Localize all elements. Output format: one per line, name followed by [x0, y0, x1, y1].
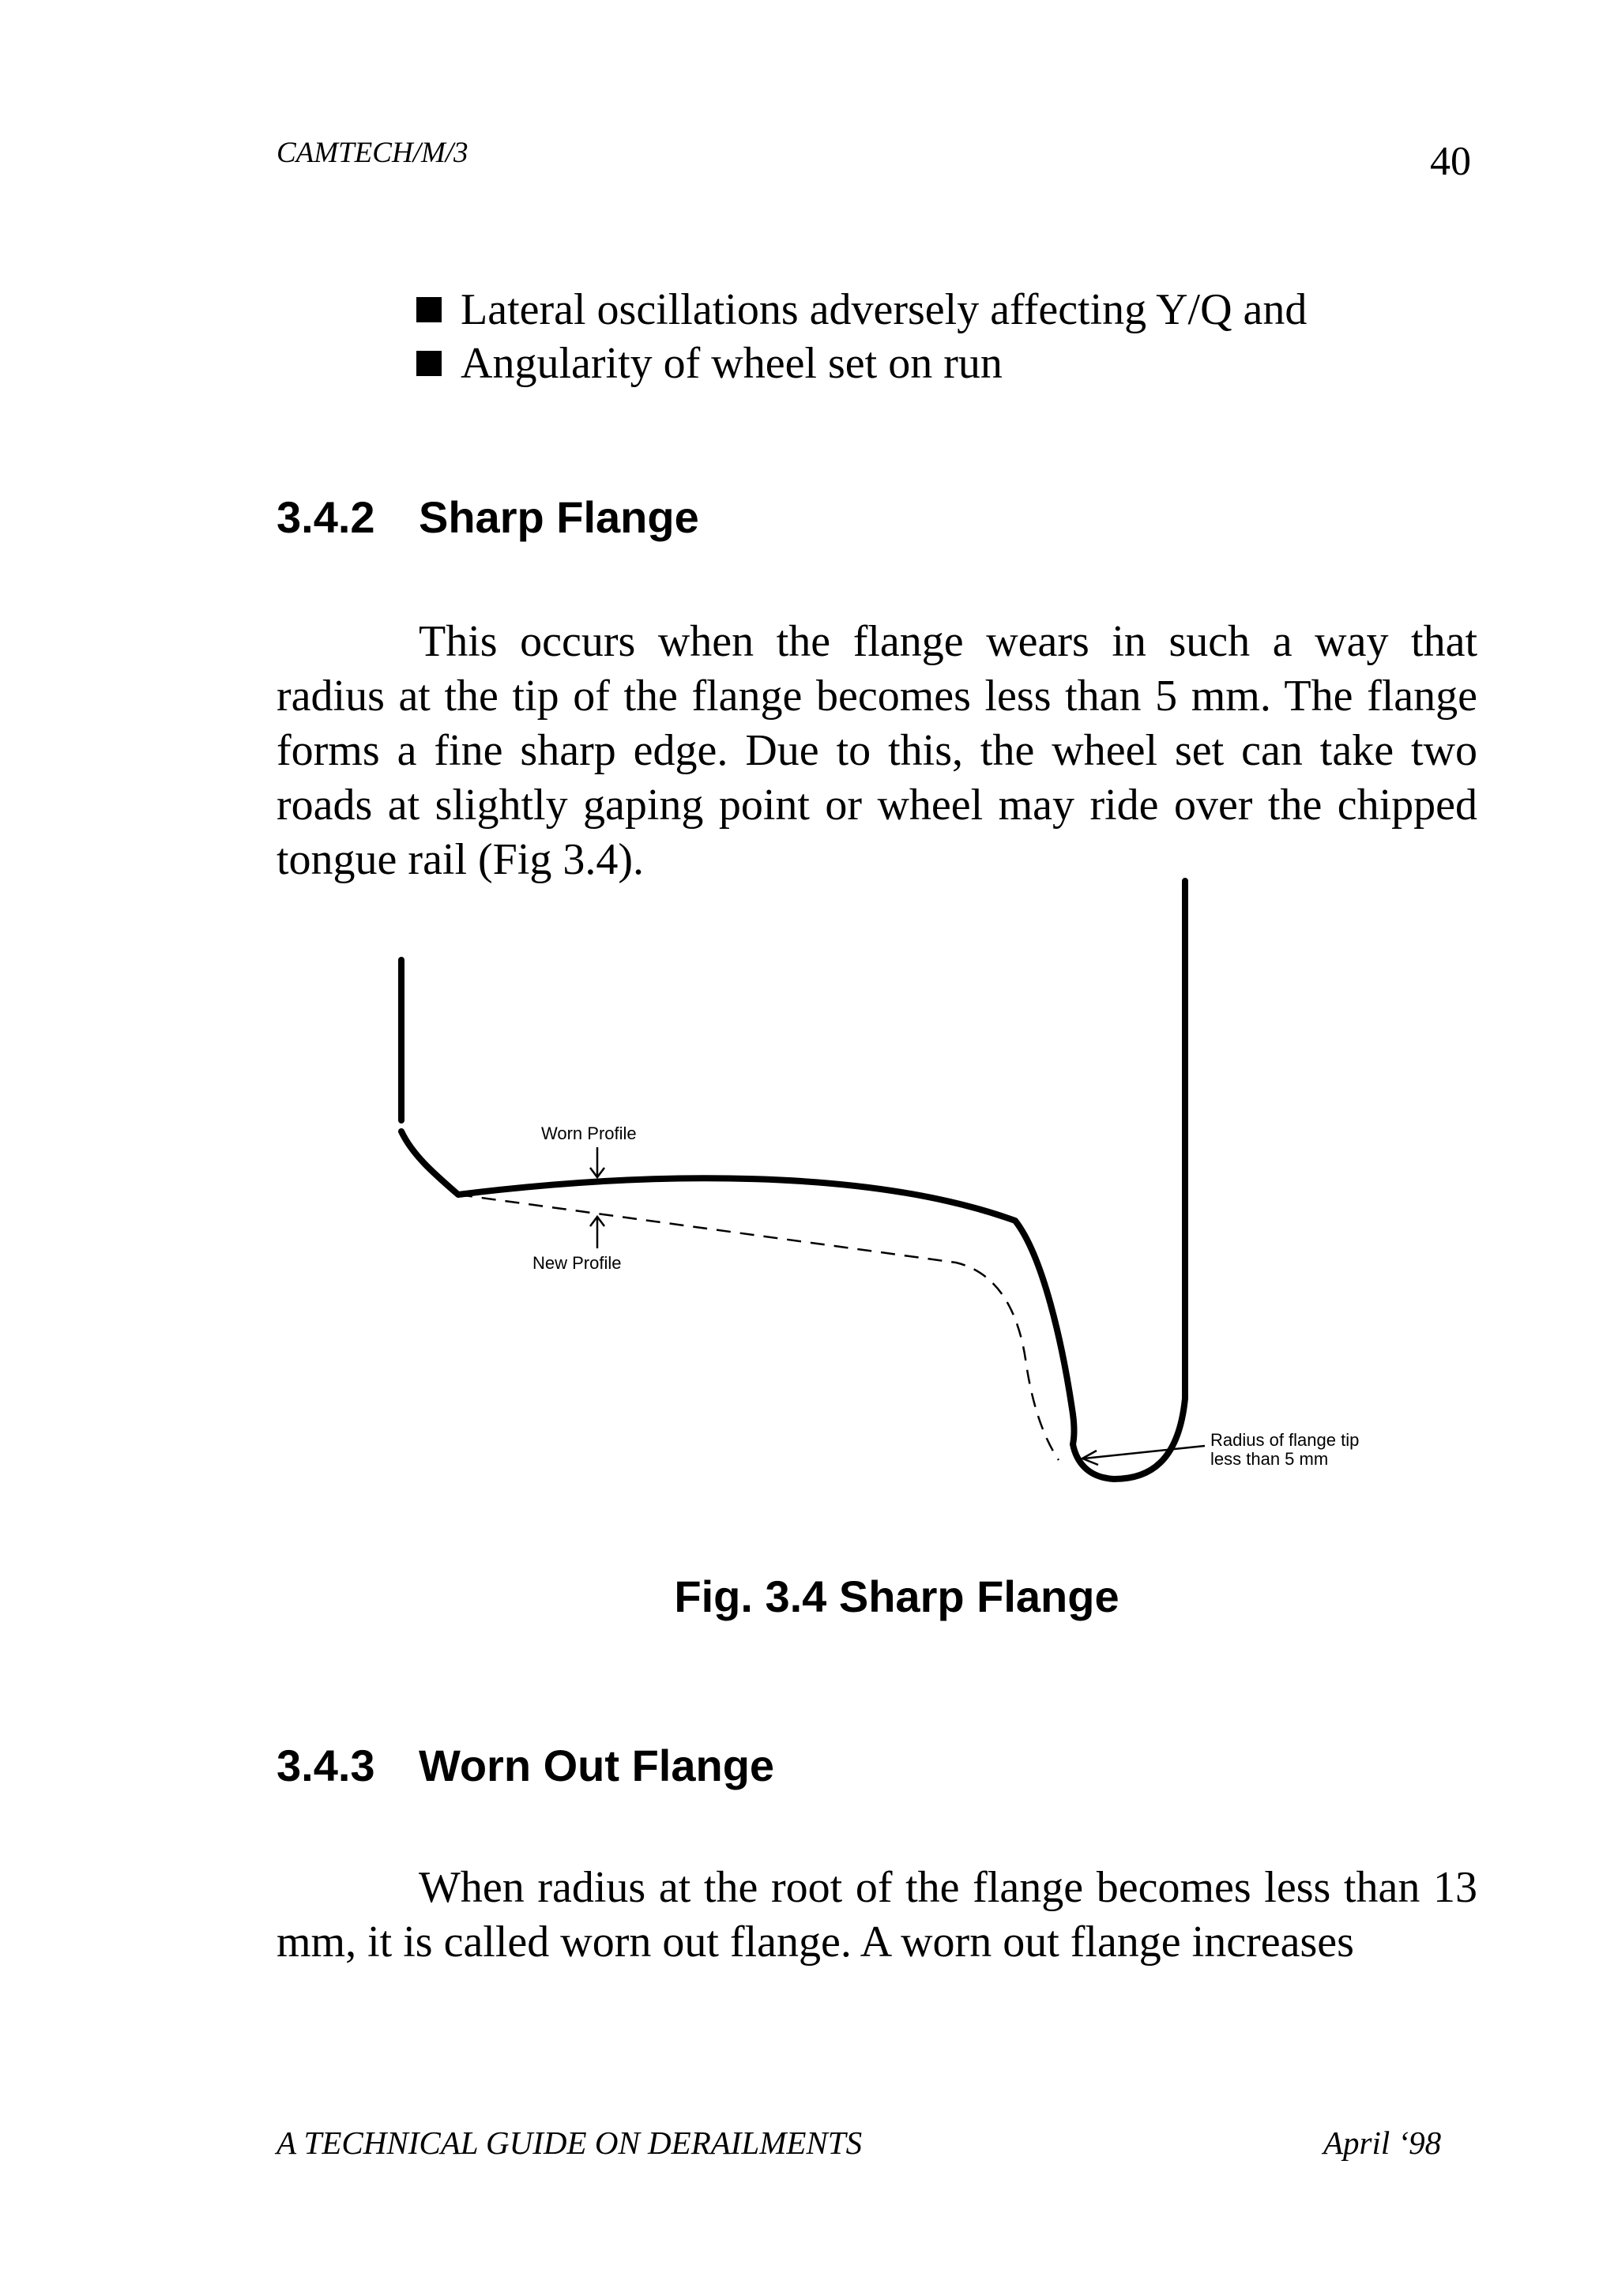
bullet-text: Lateral oscillations adversely affecting Y/Q and [461, 285, 1308, 334]
radius-label-line-1: Radius of flange tip [1210, 1430, 1360, 1450]
section-title: Sharp Flange [419, 492, 699, 542]
figure-caption: Fig. 3.4 Sharp Flange [674, 1571, 1119, 1621]
worn-profile-solid-curve [401, 881, 1185, 1479]
radius-leader-line [1084, 1446, 1205, 1459]
running-footer-date: April ‘98 [1323, 2125, 1442, 2161]
new-profile-dashed-curve [458, 1195, 1059, 1460]
page-number: 40 [1430, 139, 1471, 184]
bullet-text: Angularity of wheel set on run [461, 339, 1003, 388]
paragraph-worn-out-flange [277, 1861, 1477, 1970]
section-number: 3.4.2 [277, 492, 375, 542]
worn-profile-label: Worn Profile [541, 1124, 637, 1143]
radius-label-line-2: less than 5 mm [1210, 1449, 1329, 1469]
section-title: Worn Out Flange [419, 1741, 775, 1790]
section-number: 3.4.3 [277, 1741, 375, 1790]
new-profile-label: New Profile [532, 1253, 622, 1273]
paragraph-text: This occurs when the flange wears in such a way that radius at the tip of the flange becomes less than 5 mm. The flange forms a fine sharp edge. Due to this, the wheel set can take two roads at slightly gaping point or wheel may ride over the chipped tongue rail (Fig 3.4). [277, 617, 1477, 884]
running-header-doc-code: CAMTECH/M/3 [277, 137, 468, 169]
running-footer-title: A TECHNICAL GUIDE ON DERAILMENTS [277, 2125, 863, 2161]
paragraph-text: When radius at the root of the flange becomes less than 13 mm, it is called worn out flange. A worn out flange increases [277, 1863, 1477, 1967]
section-heading-3-4-3 [277, 1740, 774, 1791]
